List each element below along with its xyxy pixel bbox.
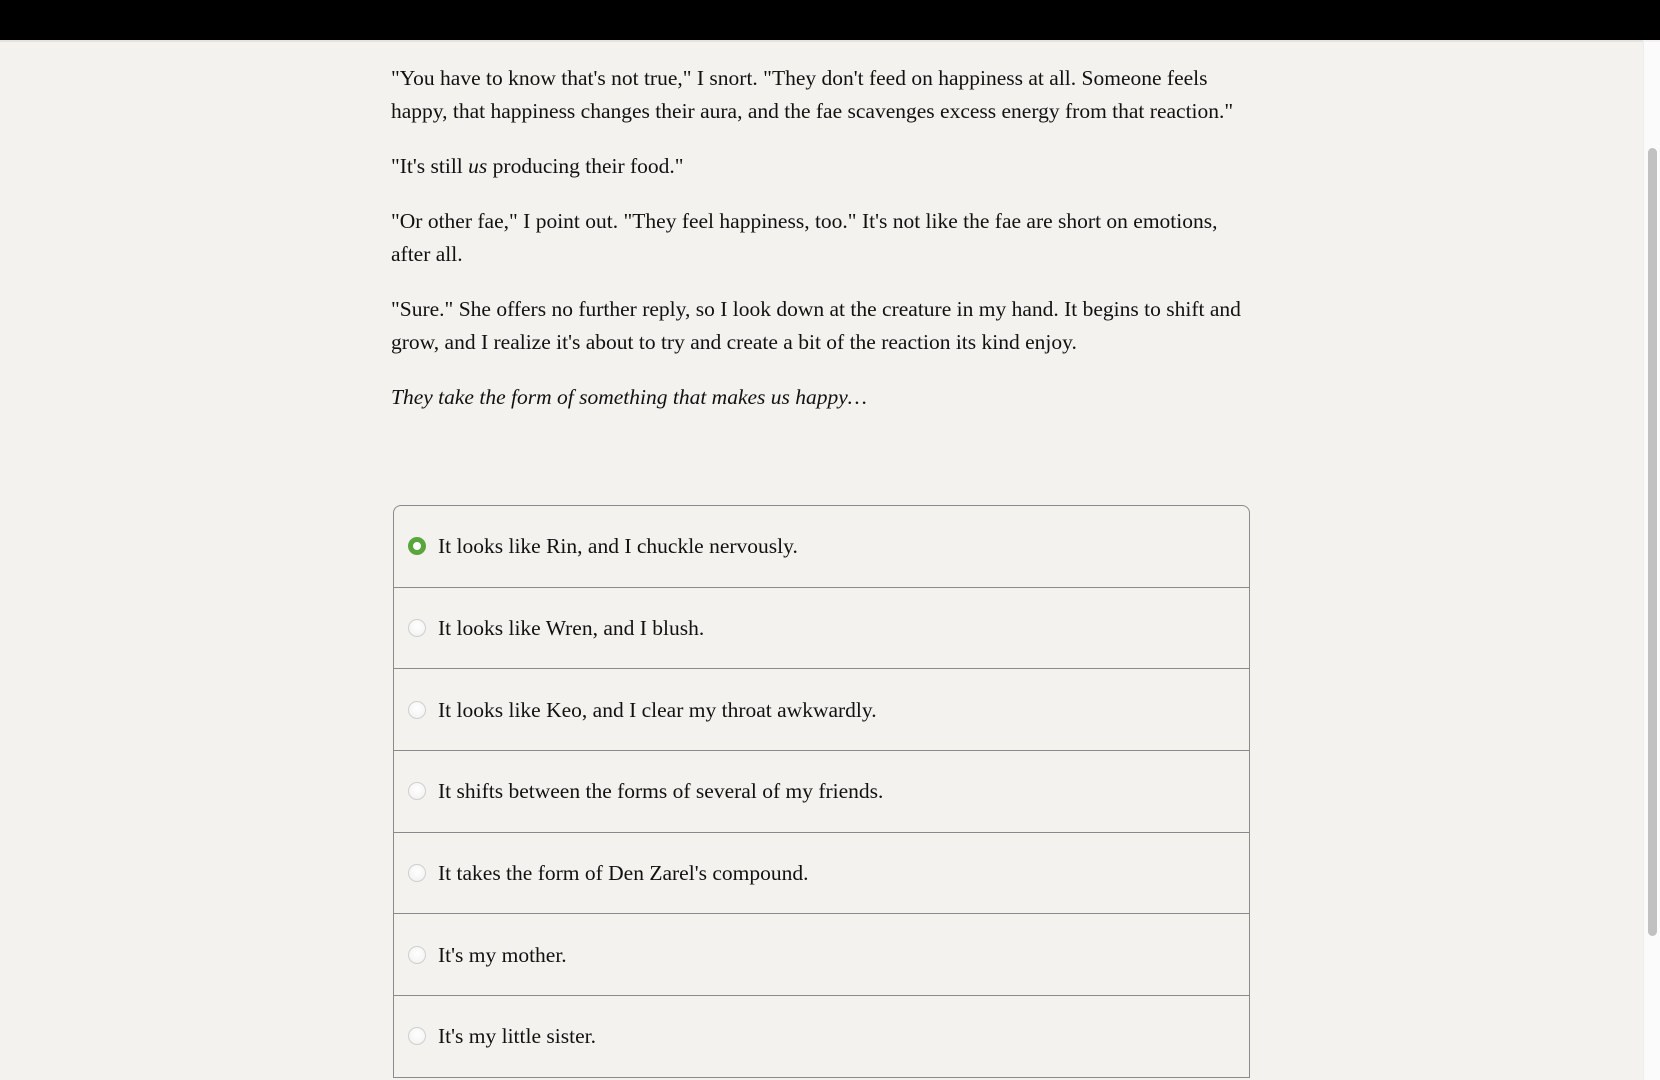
radio-button-icon[interactable] <box>408 619 426 637</box>
top-bar-divider <box>0 40 1643 42</box>
paragraph-text: "Sure." She offers no further reply, so I look down at the creature in my hand. It begins to shift and grow, and I realize it's about to try and create a bit of the reaction its kind enjoy. <box>391 297 1241 354</box>
story-text <box>391 62 1251 440</box>
choice-option[interactable] <box>394 751 1249 833</box>
radio-button-icon[interactable] <box>408 1027 426 1045</box>
choice-option[interactable] <box>394 669 1249 751</box>
radio-button-checked-icon[interactable] <box>408 537 426 555</box>
choice-label: It looks like Wren, and I blush. <box>438 616 705 641</box>
paragraph-text: "It's still <box>391 154 469 178</box>
choice-option[interactable] <box>394 996 1249 1078</box>
paragraph-text: "You have to know that's not true," I snort. "They don't feed on happiness at all. Someone feels happy, that happiness changes their aura, and the fae scavenges excess energy from that reaction." <box>391 66 1234 123</box>
radio-button-icon[interactable] <box>408 701 426 719</box>
radio-button-icon[interactable] <box>408 946 426 964</box>
scrollbar-thumb[interactable] <box>1648 148 1657 936</box>
choice-label: It looks like Keo, and I clear my throat awkwardly. <box>438 697 877 722</box>
top-bar <box>0 0 1660 40</box>
choice-option[interactable] <box>394 588 1249 670</box>
choice-prompt: They take the form of something that makes us happy… <box>391 385 867 409</box>
choice-label: It looks like Rin, and I chuckle nervously. <box>438 534 798 559</box>
story-paragraph <box>391 205 1251 271</box>
choice-option[interactable] <box>394 833 1249 915</box>
paragraph-text: producing their food." <box>487 154 684 178</box>
choice-label: It's my mother. <box>438 942 567 967</box>
choice-option[interactable] <box>394 506 1249 588</box>
story-paragraph <box>391 293 1251 359</box>
choice-option[interactable] <box>394 914 1249 996</box>
radio-button-icon[interactable] <box>408 864 426 882</box>
choice-label: It shifts between the forms of several of my friends. <box>438 779 884 804</box>
story-paragraph <box>391 150 1251 183</box>
paragraph-text: "Or other fae," I point out. "They feel happiness, too." It's not like the fae are short on emotions, after all. <box>391 209 1218 266</box>
choice-label: It's my little sister. <box>438 1024 596 1049</box>
emphasized-text: us <box>468 154 488 178</box>
radio-button-icon[interactable] <box>408 782 426 800</box>
story-paragraph <box>391 62 1251 128</box>
choice-list <box>393 505 1250 1078</box>
choice-label: It takes the form of Den Zarel's compound. <box>438 861 809 886</box>
